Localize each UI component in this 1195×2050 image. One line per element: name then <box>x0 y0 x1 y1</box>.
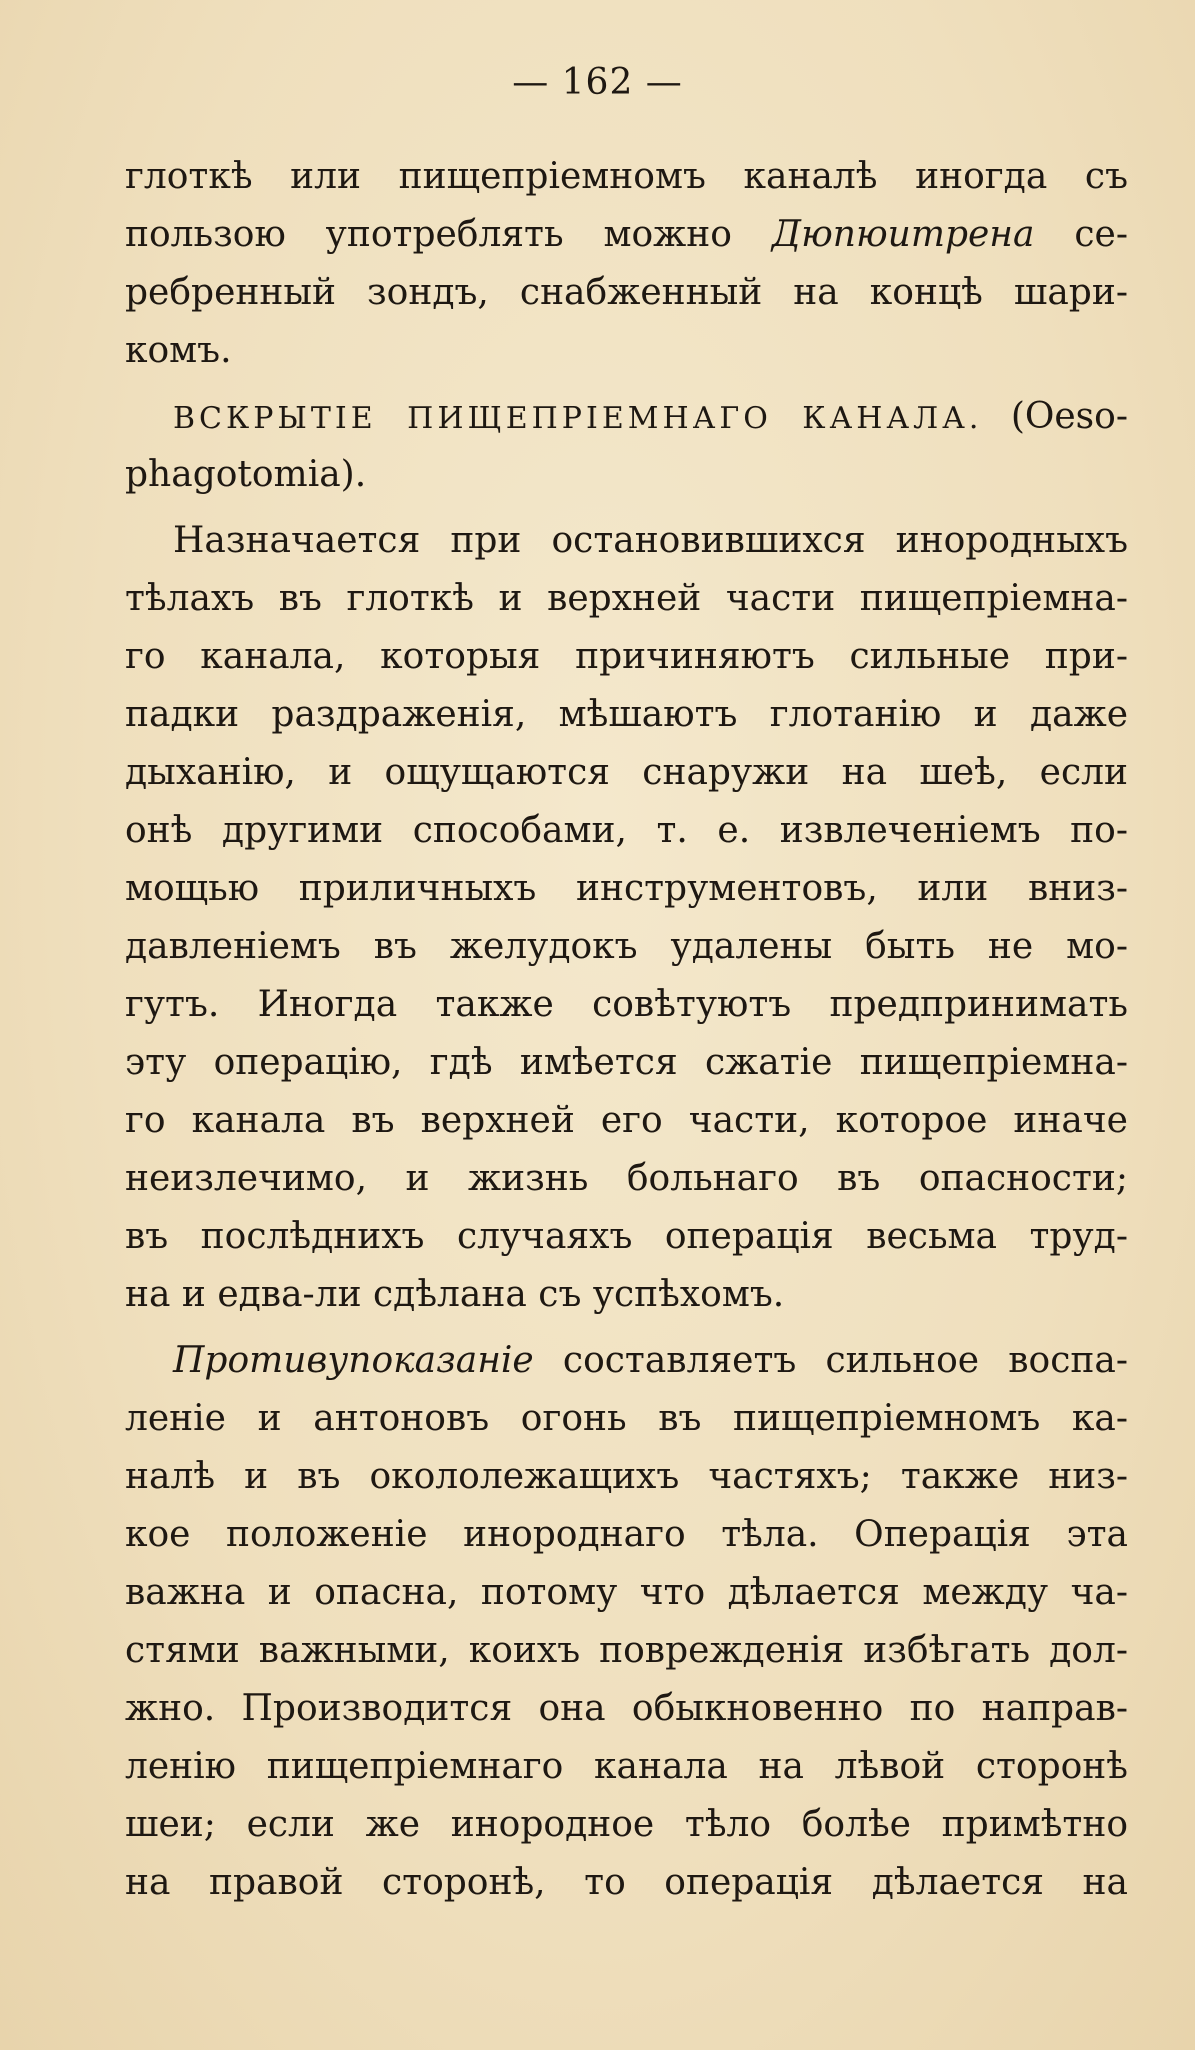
page-body <box>125 148 1128 1912</box>
paragraph-gap <box>125 1324 1128 1332</box>
text-line <box>125 206 1128 264</box>
text-line: дыханію, и ощущаются снаружи на шеѣ, если <box>125 752 1128 793</box>
page-number: — 162 — <box>512 62 683 103</box>
heading-title: ВСКРЫТІЕ ПИЩЕПРІЕМНАГО КАНАЛА. <box>173 401 983 436</box>
text-line: ленію пищепріемнаго канала на лѣвой сторонѣ <box>125 1746 1128 1787</box>
text-line <box>125 1332 1128 1390</box>
text-line: комъ. <box>125 330 232 371</box>
italic-name: Дюпюитрена <box>771 214 1035 255</box>
text-line: ребренный зондъ, снабженный на концѣ шари- <box>125 272 1128 313</box>
text-line: го канала въ верхней его части, которое иначе <box>125 1100 1128 1141</box>
text-line: гутъ. Иногда также совѣтуютъ предпринимать <box>125 984 1128 1025</box>
text-line: мощью приличныхъ инструментовъ, или вниз- <box>125 868 1128 909</box>
text-line: го канала, которыя причиняютъ сильные при- <box>125 636 1128 677</box>
text-run: пользою употреблять можно <box>125 214 772 255</box>
paragraph-contraindications <box>125 1332 1128 1912</box>
text-line: въ послѣднихъ случаяхъ операція весьма труд- <box>125 1216 1128 1257</box>
text-line: налѣ и въ окололежащихъ частяхъ; также низ- <box>125 1456 1128 1497</box>
text-line: на правой сторонѣ, то операція дѣлается на <box>125 1862 1128 1903</box>
paragraph-gap <box>125 380 1128 388</box>
text-line: неизлечимо, и жизнь больнаго въ опасности; <box>125 1158 1128 1199</box>
heading-latin: (Oeso- <box>982 396 1128 437</box>
text-line: онѣ другими способами, т. е. извлеченіемъ по- <box>125 810 1128 851</box>
text-line: Назначается при остановившихся инородныхъ <box>173 520 1128 561</box>
text-line: стями важными, коихъ поврежденія избѣгать дол- <box>125 1630 1128 1671</box>
text-run: се- <box>1034 214 1128 255</box>
text-run: составляетъ сильное воспа- <box>533 1340 1128 1381</box>
section-heading <box>125 388 1128 504</box>
text-line: шеи; если же инородное тѣло болѣе примѣтно <box>125 1804 1128 1845</box>
paragraph-indications <box>125 512 1128 1324</box>
text-line <box>125 388 1128 446</box>
italic-term: Противупоказаніе <box>173 1340 534 1381</box>
text-line: важна и опасна, потому что дѣлается между ча- <box>125 1572 1128 1613</box>
paragraph-gap <box>125 504 1128 512</box>
text-line: кое положеніе инороднаго тѣла. Операція эта <box>125 1514 1128 1555</box>
text-line: глоткѣ или пищепріемномъ каналѣ иногда съ <box>125 156 1128 197</box>
text-line: леніе и антоновъ огонь въ пищепріемномъ ка- <box>125 1398 1128 1439</box>
text-line: тѣлахъ въ глоткѣ и верхней части пищепріемна- <box>125 578 1128 619</box>
text-line: на и едва-ли сдѣлана съ успѣхомъ. <box>125 1274 785 1315</box>
paragraph-continuation <box>125 148 1128 380</box>
text-line: падки раздраженія, мѣшаютъ глотанію и даже <box>125 694 1128 735</box>
text-line: эту операцію, гдѣ имѣется сжатіе пищепріемна- <box>125 1042 1128 1083</box>
text-line: жно. Производится она обыкновенно по направ- <box>125 1688 1128 1729</box>
text-line: phagotomia). <box>125 454 367 495</box>
text-line: давленіемъ въ желудокъ удалены быть не мо- <box>125 926 1128 967</box>
